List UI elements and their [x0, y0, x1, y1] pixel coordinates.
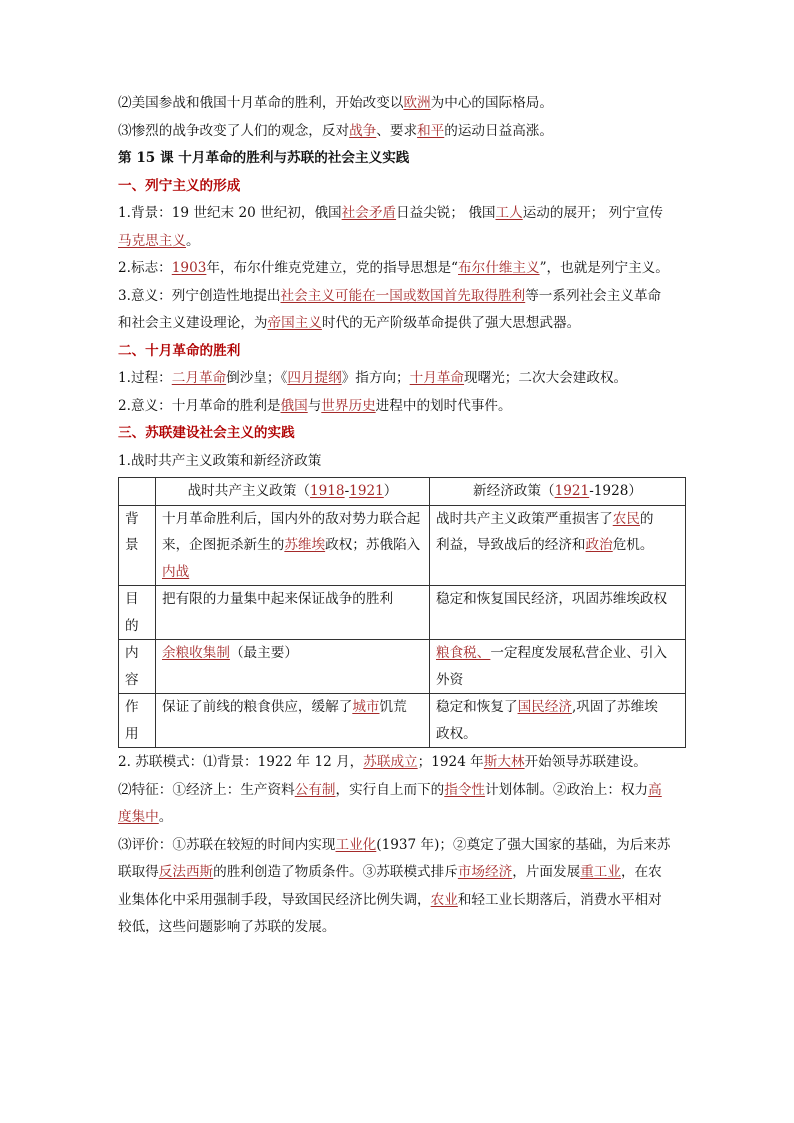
section-soviet-intro: 1.战时共产主义政策和新经济政策 — [118, 452, 322, 469]
underlined-answer: 政治 — [585, 537, 613, 553]
underlined-answer: 农业 — [430, 891, 458, 908]
underlined-answer: 帝国主义 — [267, 315, 322, 331]
row-label-char: 用 — [125, 725, 139, 742]
text-line — [118, 255, 684, 283]
text-line — [118, 749, 684, 777]
section-heading-leninism: 一、列宁主义的形成 — [118, 177, 241, 194]
text-run: 饥荒 — [379, 699, 407, 715]
new-economic-policy-cell — [430, 505, 686, 586]
text-line — [118, 777, 684, 805]
row-label-char: 作 — [125, 699, 139, 715]
row-label-char: 背 — [125, 510, 139, 527]
text-run: ，在农 — [620, 864, 662, 880]
text-run: 稳定和恢复国民经济，巩固苏维埃政权 — [436, 591, 668, 607]
text-run: 3.意义：列宁创造性地提出 — [118, 287, 281, 304]
text-line — [118, 914, 684, 942]
text-line — [118, 310, 684, 338]
text-run: ，实行自上而下的 — [335, 781, 445, 798]
cell-line — [162, 559, 423, 586]
table-header-row — [119, 478, 686, 506]
underlined-answer: 欧洲 — [403, 95, 431, 111]
underlined-answer: 1921 — [554, 483, 590, 499]
text-run: -1928） — [589, 483, 642, 499]
text-run: ；1924 年 — [417, 754, 484, 770]
table-row — [119, 505, 686, 586]
cell-line — [162, 640, 423, 667]
row-label-cell — [119, 640, 156, 694]
text-run: 现曙光；二次大会建政权。 — [464, 370, 628, 386]
text-run: 外资 — [436, 671, 464, 688]
underlined-answer: 社会矛盾 — [341, 205, 397, 221]
text-run: 为中心的国际格局。 — [430, 95, 553, 111]
row-label-char: 容 — [125, 671, 139, 688]
text-line — [118, 365, 684, 393]
text-run: ”，也就是列宁主义。 — [539, 260, 669, 276]
text-run: 时代的无产阶级革命提供了强大思想武器。 — [321, 315, 581, 331]
text-run: ⑶评价：①苏联在较短的时间内实现 — [118, 836, 336, 853]
text-run: ,巩固了苏维埃 — [571, 699, 658, 715]
text-run: 等一系列社会主义革命 — [525, 287, 662, 304]
section-leninism-body — [118, 200, 684, 338]
text-run: 。 — [158, 809, 173, 825]
top-lines — [118, 90, 684, 145]
section-heading-soviet-practice: 三、苏联建设社会主义的实践 — [118, 425, 295, 441]
underlined-answer: 余粮收集制 — [162, 645, 230, 661]
cell-line — [436, 721, 679, 748]
text-run: （最主要） — [229, 645, 298, 661]
text-run: 利益，导致战后的经济和 — [436, 537, 586, 553]
text-run: 2.标志： — [118, 260, 172, 276]
text-run: (1937 年)；②奠定了强大国家的基础，为后来苏 — [376, 836, 671, 853]
text-line — [118, 283, 684, 311]
new-economic-policy-cell — [430, 640, 686, 694]
underlined-answer: 马克思主义 — [118, 232, 186, 249]
text-run: 和社会主义建设理论，为 — [118, 315, 268, 331]
text-run: 1.背景：19 世纪末 20 世纪初，俄国 — [118, 205, 342, 221]
section-october-body — [118, 365, 684, 420]
text-run: 的 — [639, 510, 654, 527]
text-line — [118, 804, 684, 832]
text-run: 一定程度发展私营企业、引入 — [490, 645, 668, 661]
underlined-answer: 高 — [648, 781, 662, 798]
text-line — [118, 859, 684, 887]
cell-line — [436, 532, 679, 559]
text-line — [118, 832, 684, 860]
row-label-cell — [119, 694, 156, 748]
text-run: ⑵特征：①经济上：生产资料 — [118, 781, 295, 798]
underlined-answer: 1903 — [171, 260, 207, 276]
underlined-answer: 内战 — [162, 563, 190, 580]
text-run: 新经济政策（ — [473, 483, 555, 499]
text-run: ⑶惨烈的战争改变了人们的观念，反对 — [118, 122, 350, 139]
text-run: 2.意义：十月革命的胜利是 — [118, 397, 281, 414]
underlined-answer: 1921 — [349, 483, 384, 499]
text-run: 》指方向； — [341, 370, 410, 386]
underlined-answer: 重工业 — [580, 864, 621, 880]
underlined-answer: 十月革命 — [409, 370, 465, 386]
underlined-answer: 工人 — [495, 205, 523, 221]
text-run: 战时共产主义政策（ — [187, 483, 310, 499]
underlined-answer: 反法西斯 — [158, 864, 214, 880]
underlined-answer: 农民 — [612, 510, 640, 527]
text-line — [118, 90, 684, 118]
underlined-answer: 指令性 — [444, 781, 486, 798]
section-soviet-body — [118, 749, 684, 942]
underlined-answer: 1918 — [309, 483, 345, 499]
text-line — [118, 228, 684, 256]
table-header-war-communism — [156, 478, 430, 506]
underlined-answer: 世界历史 — [321, 397, 376, 414]
table-row — [119, 586, 686, 640]
lesson-title: 第 15 课 十月革命的胜利与苏联的社会主义实践 — [118, 150, 410, 166]
underlined-answer: 公有制 — [294, 781, 336, 798]
war-communism-cell — [156, 505, 430, 586]
text-run: 十月革命胜利后，国内外的敌对势力联合起 — [162, 510, 421, 527]
section-heading-october-revolution: 二、十月革命的胜利 — [118, 342, 241, 359]
underlined-answer: 俄国 — [280, 397, 308, 414]
text-run: 稳定和恢复了 — [436, 699, 518, 715]
text-run: 进程中的划时代事件。 — [375, 397, 512, 414]
cell-line — [162, 694, 423, 721]
text-line — [118, 200, 684, 228]
underlined-answer: 粮食税、 — [436, 645, 491, 661]
row-label-char: 的 — [125, 617, 139, 634]
text-line — [118, 393, 684, 421]
cell-line — [436, 506, 679, 533]
new-economic-policy-cell — [430, 694, 686, 748]
text-run: 和轻工业长期落后，消费水平相对 — [457, 891, 662, 908]
text-run: 的胜利创造了物质条件。③苏联模式排斥 — [213, 864, 458, 880]
underlined-answer: 度集中 — [118, 809, 159, 825]
text-run: 政权；苏俄陷入 — [325, 537, 421, 553]
text-run: 开始领导苏联建设。 — [524, 754, 647, 770]
text-run: 计划体制。②政治上：权力 — [485, 781, 649, 798]
war-communism-cell — [156, 586, 430, 640]
text-run: 与 — [307, 397, 322, 414]
text-line — [118, 118, 684, 146]
text-run: 2. 苏联模式：⑴背景：1922 年 12 月， — [118, 754, 364, 770]
table-corner-cell — [119, 478, 156, 506]
document-page — [118, 90, 684, 942]
text-run: ） — [383, 483, 398, 499]
underlined-answer: 苏联成立 — [363, 754, 418, 770]
underlined-answer: 斯大林 — [483, 754, 525, 770]
text-run: 年，布尔什维克党建立，党的指导思想是“ — [206, 260, 459, 276]
text-run: 、要求 — [376, 122, 418, 139]
text-run: 战时共产主义政策严重损害了 — [436, 510, 613, 527]
cell-line — [436, 667, 679, 694]
underlined-answer: 国民经济 — [517, 699, 572, 715]
table-body — [119, 505, 686, 748]
text-run: 较低，这些问题影响了苏联的发展。 — [118, 919, 336, 935]
war-communism-cell — [156, 694, 430, 748]
text-run: 把有限的力量集中起来保证战争的胜利 — [162, 591, 394, 607]
underlined-answer: 四月提纲 — [287, 370, 342, 386]
text-run: 的运动日益高涨。 — [444, 122, 553, 139]
new-economic-policy-cell — [430, 586, 686, 640]
text-run: 1.过程： — [118, 370, 172, 386]
row-label-cell — [119, 586, 156, 640]
text-line — [118, 887, 684, 915]
underlined-answer: 战争 — [349, 122, 377, 139]
text-run: 联取得 — [118, 864, 159, 880]
row-label-char: 内 — [125, 645, 139, 661]
text-run: 运动的展开； 列宁宣传 — [522, 205, 663, 221]
row-label-char: 景 — [125, 537, 139, 553]
underlined-answer: 工业化 — [335, 836, 377, 853]
cell-line — [162, 586, 423, 613]
text-run: 倒沙皇；《 — [226, 370, 288, 386]
row-label-cell — [119, 505, 156, 586]
underlined-answer: 市场经济 — [457, 864, 513, 880]
text-run: 。 — [185, 232, 200, 249]
text-run: 保证了前线的粮食供应，缓解了 — [162, 699, 353, 715]
text-run: 业集体化中采用强制手段，导致国民经济比例失调， — [118, 891, 431, 908]
underlined-answer: 布尔什维主义 — [458, 260, 540, 276]
table-row — [119, 640, 686, 694]
text-run: ，片面发展 — [512, 864, 581, 880]
underlined-answer: 二月革命 — [171, 370, 227, 386]
policy-comparison-table — [118, 477, 686, 748]
underlined-answer: 社会主义可能在一国或数国首先取得胜利 — [280, 287, 526, 304]
underlined-answer: 城市 — [352, 699, 380, 715]
text-run: 日益尖锐； 俄国 — [396, 205, 496, 221]
table-header-new-economic-policy — [430, 478, 686, 506]
text-run: 危机。 — [612, 537, 654, 553]
cell-line — [162, 532, 423, 559]
cell-line — [162, 506, 423, 533]
underlined-answer: 苏维埃 — [284, 537, 326, 553]
text-run: 政权。 — [436, 725, 477, 742]
text-run: 来，企图扼杀新生的 — [162, 537, 285, 553]
war-communism-cell — [156, 640, 430, 694]
cell-line — [436, 694, 679, 721]
table-row — [119, 694, 686, 748]
underlined-answer: 和平 — [417, 122, 445, 139]
cell-line — [436, 586, 679, 613]
row-label-char: 目 — [125, 591, 139, 607]
cell-line — [436, 640, 679, 667]
text-run: ⑵美国参战和俄国十月革命的胜利，开始改变以 — [118, 95, 404, 111]
text-run: - — [344, 483, 350, 499]
